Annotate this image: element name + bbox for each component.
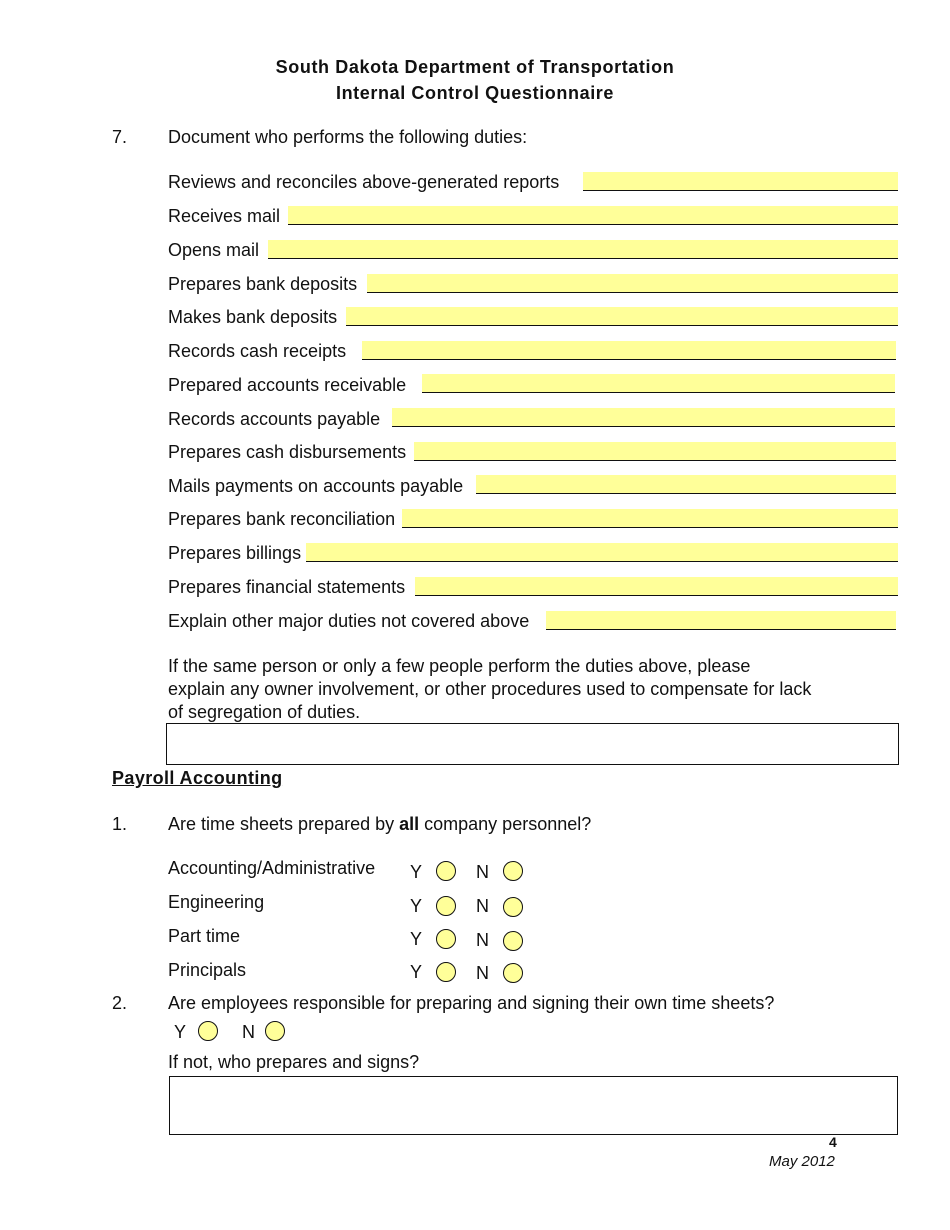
duty-field-prepares-financial-statements[interactable] (415, 577, 898, 596)
yes-label: Y (410, 896, 423, 916)
payroll-question-1-text-start: Are time sheets prepared by (168, 814, 400, 834)
no-label: N (476, 930, 489, 950)
no-label: N (476, 862, 489, 882)
principals-yes-radio[interactable] (436, 962, 456, 982)
duty-label-prepares-bank-deposits: Prepares bank deposits (168, 274, 358, 294)
duty-field-mails-payments[interactable] (476, 475, 896, 494)
part-time-yes-radio[interactable] (436, 929, 456, 949)
engineering-yes-radio[interactable] (436, 896, 456, 916)
duty-field-opens-mail[interactable] (268, 240, 898, 259)
segregation-instructions-line-1: If the same person or only a few people perform the duties above, please (168, 656, 751, 676)
duty-field-prepared-accounts-receivable[interactable] (422, 374, 895, 393)
yes-label: Y (174, 1022, 187, 1042)
personnel-label-engineering: Engineering (168, 892, 265, 912)
payroll-accounting-heading: Payroll Accounting (112, 768, 283, 788)
document-title: South Dakota Department of Transportation (275, 57, 675, 77)
question-7-number: 7. (112, 127, 128, 147)
yes-label: Y (410, 962, 423, 982)
payroll-question-1-text-end: company personnel? (419, 814, 592, 834)
duty-field-reviews-reconciles[interactable] (583, 172, 898, 191)
duty-label-other-major-duties: Explain other major duties not covered above (168, 611, 530, 631)
duty-label-makes-bank-deposits: Makes bank deposits (168, 307, 338, 327)
no-label: N (476, 896, 489, 916)
duty-field-prepares-billings[interactable] (306, 543, 898, 562)
personnel-label-part-time: Part time (168, 926, 241, 946)
payroll-question-2-text: Are employees responsible for preparing and signing their own time sheets? (168, 993, 775, 1013)
duty-field-prepares-cash-disbursements[interactable] (414, 442, 896, 461)
payroll-question-2-number: 2. (112, 993, 128, 1013)
page-number: 4 (829, 1134, 837, 1150)
segregation-instructions-line-2: explain any owner involvement, or other procedures used to compensate for lack (168, 679, 812, 699)
principals-no-radio[interactable] (503, 963, 523, 983)
duty-label-records-accounts-payable: Records accounts payable (168, 409, 381, 429)
accounting-administrative-no-radio[interactable] (503, 861, 523, 881)
duty-field-records-accounts-payable[interactable] (392, 408, 895, 427)
duty-label-opens-mail: Opens mail (168, 240, 260, 260)
duty-label-mails-payments: Mails payments on accounts payable (168, 476, 464, 496)
payroll-question-1-text-emphasis: all (399, 814, 420, 834)
segregation-instructions-line-3: of segregation of duties. (168, 702, 361, 722)
duty-field-other-major-duties[interactable] (546, 611, 896, 630)
duty-label-prepares-billings: Prepares billings (168, 543, 302, 563)
duty-label-prepares-bank-reconciliation: Prepares bank reconciliation (168, 509, 396, 529)
own-time-sheets-no-radio[interactable] (265, 1021, 285, 1041)
duty-label-prepares-cash-disbursements: Prepares cash disbursements (168, 442, 407, 462)
segregation-instructions (168, 655, 868, 724)
who-prepares-signs-textbox[interactable] (169, 1076, 898, 1135)
no-label: N (242, 1022, 255, 1042)
payroll-question-1-number: 1. (112, 814, 128, 834)
no-label: N (476, 963, 489, 983)
duty-label-prepares-financial-statements: Prepares financial statements (168, 577, 406, 597)
accounting-administrative-yes-radio[interactable] (436, 861, 456, 881)
duty-field-prepares-bank-reconciliation[interactable] (402, 509, 898, 528)
segregation-explanation-textbox[interactable] (166, 723, 899, 765)
personnel-label-accounting-administrative: Accounting/Administrative (168, 858, 376, 878)
document-subtitle: Internal Control Questionnaire (335, 83, 615, 103)
yes-label: Y (410, 929, 423, 949)
own-time-sheets-yes-radio[interactable] (198, 1021, 218, 1041)
duty-field-prepares-bank-deposits[interactable] (367, 274, 898, 293)
duty-label-prepared-accounts-receivable: Prepared accounts receivable (168, 375, 407, 395)
payroll-question-2-followup: If not, who prepares and signs? (168, 1052, 420, 1072)
duty-field-receives-mail[interactable] (288, 206, 898, 225)
personnel-label-principals: Principals (168, 960, 247, 980)
duty-field-records-cash-receipts[interactable] (362, 341, 896, 360)
yes-label: Y (410, 862, 423, 882)
part-time-no-radio[interactable] (503, 931, 523, 951)
duty-label-reviews-reconciles: Reviews and reconciles above-generated reports (168, 172, 560, 192)
engineering-no-radio[interactable] (503, 897, 523, 917)
duty-label-receives-mail: Receives mail (168, 206, 281, 226)
question-7-text: Document who performs the following duties: (168, 127, 528, 147)
payroll-question-1-text (168, 814, 591, 835)
duty-field-makes-bank-deposits[interactable] (346, 307, 898, 326)
duty-label-records-cash-receipts: Records cash receipts (168, 341, 347, 361)
revision-date: May 2012 (769, 1153, 835, 1170)
